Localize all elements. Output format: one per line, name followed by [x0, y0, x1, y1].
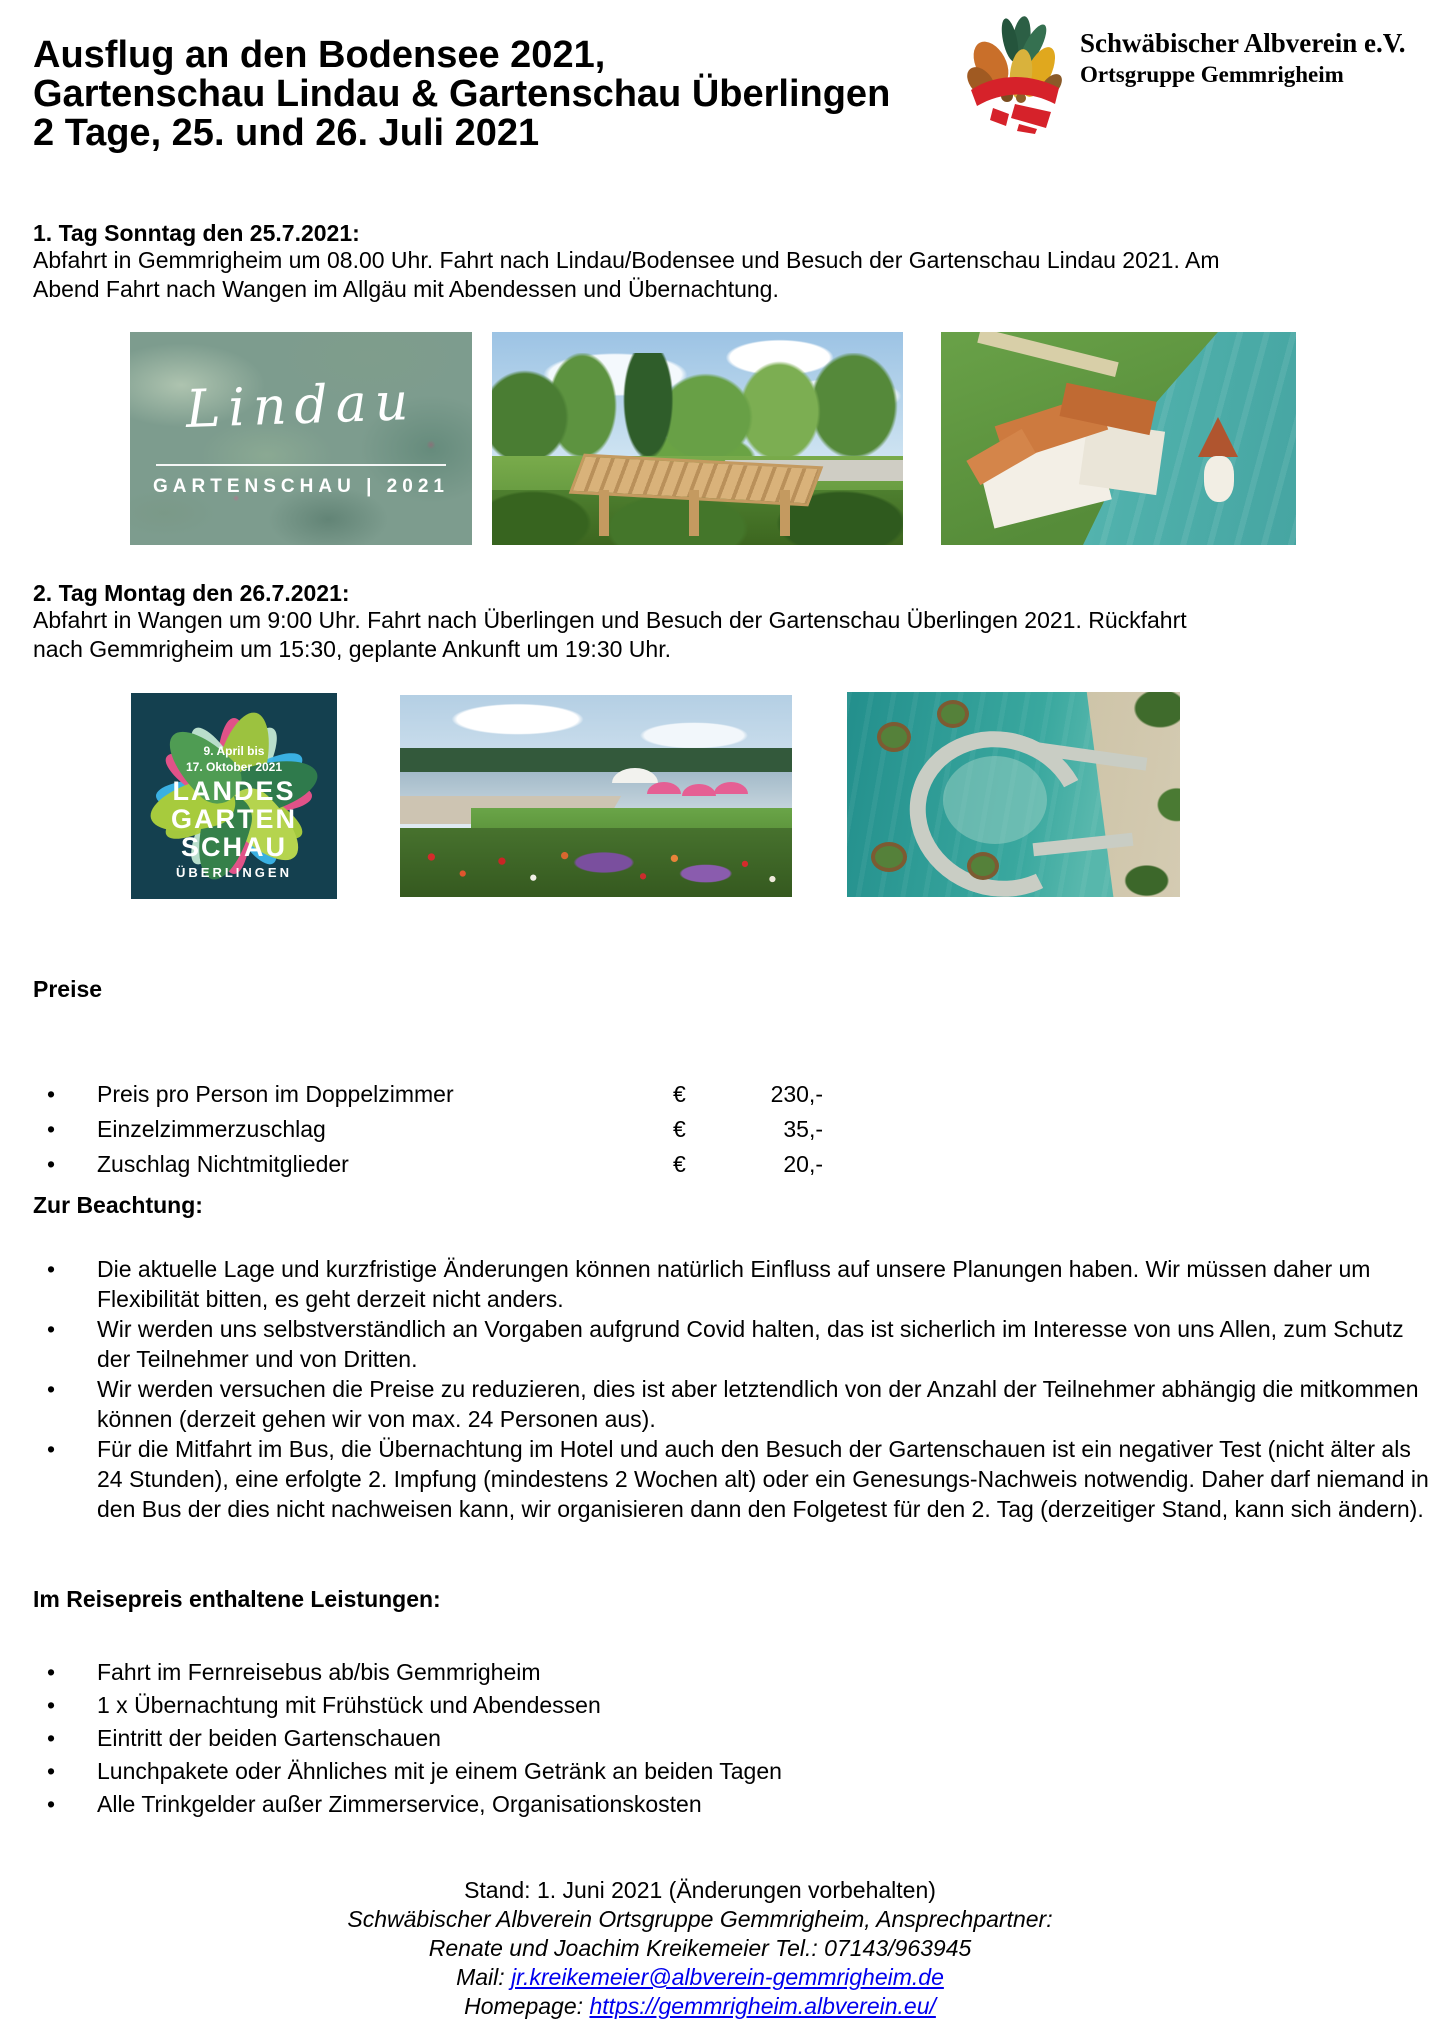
photo-pergola-leg	[689, 490, 699, 537]
price-row	[33, 1148, 1438, 1183]
price-row	[33, 1078, 1438, 1113]
included-item: • Eintritt der beiden Gartenschauen	[33, 1722, 1438, 1755]
price-list	[33, 1078, 1438, 1183]
lindau-gartenschau-logo-image	[130, 332, 472, 545]
day2-paragraph	[33, 606, 1187, 664]
ueberlingen-promenade-photo	[400, 695, 792, 897]
page-title-line2: Gartenschau Lindau & Gartenschau Überlingen	[33, 73, 891, 115]
note-item: • Wir werden uns selbstverständlich an Vorgaben aufgrund Covid halten, das ist sicherlich im Interesse von uns Allen, zum Schutz der Teilnehmer und von Dritten.	[33, 1314, 1438, 1374]
day1-paragraph-line1: Abfahrt in Gemmrigheim um 08.00 Uhr. Fahrt nach Lindau/Bodensee und Besuch der Gartenschau Lindau 2021. Am	[33, 247, 1220, 273]
photo-round-tower	[1204, 456, 1234, 502]
photo-pergola-leg	[599, 490, 609, 537]
footer-org-line: Schwäbischer Albverein Ortsgruppe Gemmrigheim, Ansprechpartner:	[347, 1906, 1053, 1932]
photo-planted-island	[871, 842, 907, 872]
note-item: • Die aktuelle Lage und kurzfristige Änderungen können natürlich Einfluss auf unsere Planungen haben. Wir müssen daher um Flexibilität bitten, es geht derzeit nicht anders.	[33, 1254, 1438, 1314]
included-item: • Fahrt im Fernreisebus ab/bis Gemmrigheim	[33, 1656, 1438, 1689]
photo-tower-roof	[1198, 417, 1238, 457]
footer	[0, 1876, 1400, 2021]
currency-symbol: €	[673, 1151, 686, 1177]
note-item: • Für die Mitfahrt im Bus, die Übernachtung im Hotel und auch den Besuch der Gartenschauen ist ein negativer Test (nicht älter als 24 Stunden), eine erfolgte 2. Impfung (mindestens 2 Wochen alt) oder ein Genesungs-Nachweis notwendig. Daher darf niemand in den Bus der dies nicht nachweisen kann, wir organisieren dann den Folgetest für den 2. Tag (derzeitiger Stand, kann sich ändern).	[33, 1434, 1438, 1524]
included-item: • 1 x Übernachtung mit Frühstück und Abendessen	[33, 1689, 1438, 1722]
page-title	[33, 36, 890, 153]
footer-stand-line: Stand: 1. Juni 2021 (Änderungen vorbehalten)	[464, 1877, 936, 1903]
ueberlingen-subtitle: ÜBERLINGEN	[176, 865, 292, 880]
page-title-line1: Ausflug an den Bodensee 2021,	[33, 34, 606, 76]
price-amount: 35,-	[783, 1116, 823, 1142]
page-title-line3: 2 Tage, 25. und 26. Juli 2021	[33, 112, 540, 154]
ueberlingen-boardwalk-aerial-photo	[847, 692, 1180, 897]
ueberlingen-dates-line1: 9. April bis	[203, 744, 265, 758]
footer-mail-line	[0, 1963, 1400, 1992]
org-name: Schwäbischer Albverein e.V.	[1080, 28, 1406, 58]
photo-planted-island	[967, 852, 999, 880]
lindau-castle-aerial-photo	[941, 332, 1296, 545]
included-list	[33, 1656, 1438, 1821]
day1-paragraph-line2: Abend Fahrt nach Wangen im Allgäu mit Abendessen und Übernachtung.	[33, 276, 779, 302]
included-heading: Im Reisepreis enthaltene Leistungen:	[33, 1586, 441, 1612]
notes-list	[33, 1254, 1438, 1524]
currency-symbol: €	[673, 1116, 686, 1142]
note-item: • Wir werden versuchen die Preise zu reduzieren, dies ist aber letztendlich von der Anzahl der Teilnehmer abhängig die mitkommen können (derzeit gehen wir von max. 24 Personen aus).	[33, 1374, 1438, 1434]
notes-heading: Zur Beachtung:	[33, 1192, 203, 1218]
homepage-label: Homepage:	[464, 1993, 590, 2019]
day2-paragraph-line1: Abfahrt in Wangen um 9:00 Uhr. Fahrt nach Überlingen und Besuch der Gartenschau Überlingen 2021. Rückfahrt	[33, 607, 1187, 633]
ueberlingen-word-schau: SCHAU	[180, 832, 287, 862]
lindau-script-text: Lindau	[184, 371, 418, 441]
ueberlingen-dates-line2: 17. Oktober 2021	[185, 760, 283, 774]
photo-trees	[492, 353, 903, 470]
ueberlingen-word-landes: LANDES	[172, 776, 296, 806]
included-item: • Alle Trinkgelder außer Zimmerservice, Organisationskosten	[33, 1788, 1438, 1821]
ueberlingen-word-garten: GARTEN	[171, 804, 297, 834]
homepage-link[interactable]: https://gemmrigheim.albverein.eu/	[589, 1993, 936, 2019]
org-group: Ortsgruppe Gemmrigheim	[1080, 62, 1344, 87]
lindau-caption-text: GARTENSCHAU | 2021	[153, 476, 449, 497]
mail-link[interactable]: jr.kreikemeier@albverein-gemmrigheim.de	[511, 1964, 944, 1990]
lindau-watercolor-background	[130, 332, 472, 545]
included-item: • Lunchpakete oder Ähnliches mit je einem Getränk an beiden Tagen	[33, 1755, 1438, 1788]
day1-paragraph	[33, 246, 1220, 304]
price-label: • Einzelzimmerzuschlag	[97, 1116, 326, 1142]
footer-contact-line: Renate und Joachim Kreikemeier Tel.: 07143/963945	[428, 1935, 972, 1961]
landesgartenschau-ueberlingen-logo-image	[131, 693, 337, 899]
footer-homepage-line	[0, 1992, 1400, 2021]
price-amount: 20,-	[783, 1151, 823, 1177]
price-row	[33, 1113, 1438, 1148]
photo-planted-island	[877, 722, 911, 752]
prices-heading: Preise	[33, 976, 103, 1002]
price-amount: 230,-	[770, 1081, 823, 1107]
ueberlingen-logo-background	[131, 693, 337, 899]
price-label: • Preis pro Person im Doppelzimmer	[97, 1081, 454, 1107]
currency-symbol: €	[673, 1081, 686, 1107]
photo-flowerbed	[400, 828, 792, 897]
day2-paragraph-line2: nach Gemmrigheim um 15:30, geplante Ankunft um 19:30 Uhr.	[33, 636, 671, 662]
mail-label: Mail:	[456, 1964, 512, 1990]
photo-pergola-leg	[780, 490, 790, 537]
day1-heading: 1. Tag Sonntag den 25.7.2021:	[33, 220, 360, 246]
photo-planted-island	[937, 700, 969, 728]
day2-heading: 2. Tag Montag den 26.7.2021:	[33, 580, 350, 606]
lindau-divider-line	[156, 464, 446, 466]
albverein-leaves-logo-icon	[963, 12, 1068, 134]
park-pergola-photo	[492, 332, 903, 545]
price-label: • Zuschlag Nichtmitglieder	[97, 1151, 349, 1177]
